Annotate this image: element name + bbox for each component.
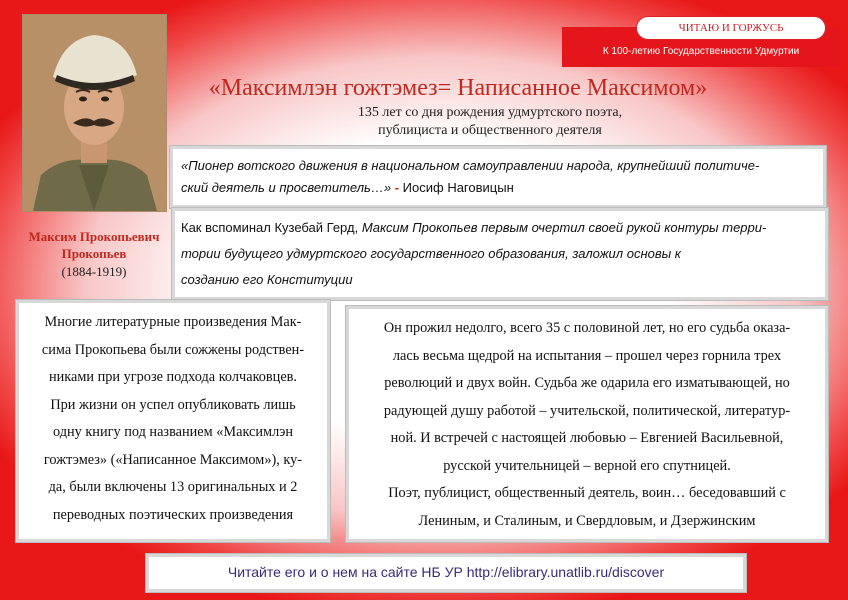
- biography-panel: [346, 306, 828, 542]
- portrait-illustration: [23, 15, 166, 211]
- quote-text: «Пионер вотского движения в национальном самоуправлении народа, крупнейший политиче- ский деятель и просветитель…» - Иосиф Наговицын: [181, 158, 760, 195]
- gerd-text: Как вспоминал Кузебай Герд, Максим Прокопьев первым очертил своей рукой контуры терри- тории будущего удмуртского государственного образования, заложил основы к созданию его Конституции: [181, 220, 767, 287]
- gerd-panel: [172, 208, 828, 300]
- portrait-photo: [22, 14, 167, 212]
- brand-subtitle: К 100-летию Государственности Удмуртии: [602, 46, 800, 57]
- brand-pill: ЧИТАЮ И ГОРЖУСЬ: [636, 16, 826, 40]
- portrait-name: Максим Прокопьевич Прокопьев: [28, 229, 160, 261]
- page-title: «Максимлэн гожтэмез= Написанное Максимом»: [208, 75, 708, 101]
- literary-works-panel: [16, 300, 330, 542]
- biography-text: Он прожил недолго, всего 35 с половиной лет, но его судьба оказа- лась весьма щедрой на испытания – прошел через горнила трех революций и двух войн. Судьба же одарила его изматывающей, но радующей душу работой – учительской, политической, литератур- ной. И встречей с настоящей любовью – Евгенией Васильевной, русской учительницей – верной его спутницей. Поэт, публицист, общественный деятель, воин… беседовавший с Лениным, и Сталиным, и Свердловым, и Дзержинским: [383, 320, 791, 529]
- portrait-years: (1884-1919): [61, 264, 127, 279]
- footer-panel: [146, 554, 746, 592]
- quote-author: Иосиф Наговицын: [402, 180, 514, 195]
- footer-link-text[interactable]: Читайте его и о нем на сайте НБ УР http://elibrary.unatlib.ru/discover: [227, 564, 665, 580]
- page-subtitle: 135 лет со дня рождения удмуртского поэта, публициста и общественного деятеля: [357, 105, 623, 138]
- quote-panel: [170, 146, 826, 208]
- literary-works-text: Многие литературные произведения Мак- сима Прокопьева были сожжены родствен- никами при угрозе подхода колчаковцев. При жизни он успел опубликовать лишь одну книгу под названием «Максимлэн гожтэмез» («Написанное Максимом»), ку- да, были включены 13 оригинальных и 2 переводных поэтических произведения: [41, 314, 305, 523]
